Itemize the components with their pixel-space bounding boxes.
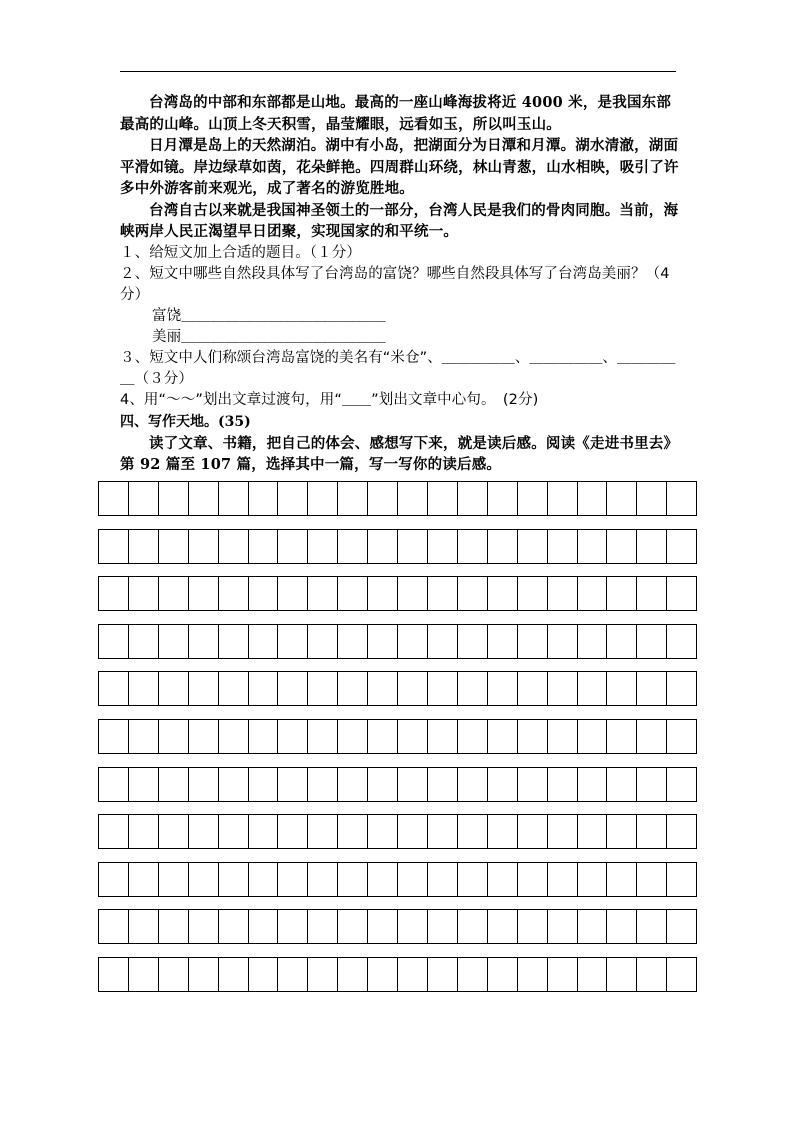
grid-cell[interactable] (578, 625, 608, 658)
grid-cell[interactable] (398, 768, 428, 801)
grid-cell[interactable] (607, 815, 637, 848)
grid-cell[interactable] (518, 768, 548, 801)
grid-cell[interactable] (278, 577, 308, 610)
grid-cell[interactable] (637, 768, 667, 801)
grid-cell[interactable] (189, 530, 219, 563)
grid-cell[interactable] (189, 720, 219, 753)
passage-paragraph-3: 台湾自古以来就是我国神圣领土的一部分，台湾人民是我们的骨肉同胞。当前，海峡两岸人民正渴望早日团聚，实现国家的和平统一。 (120, 201, 679, 240)
grid-cell[interactable] (99, 910, 129, 943)
grid-cell[interactable] (667, 863, 696, 896)
grid-cell[interactable] (99, 815, 129, 848)
grid-cell[interactable] (338, 530, 368, 563)
grid-cell[interactable] (428, 577, 458, 610)
grid-cell[interactable] (99, 530, 129, 563)
grid-cell[interactable] (637, 958, 667, 991)
grid-cell[interactable] (159, 958, 189, 991)
grid-cell[interactable] (637, 815, 667, 848)
grid-cell[interactable] (219, 720, 249, 753)
writing-instruction: 读了文章、书籍，把自己的体会、感想写下来，就是读后感。阅读《走进书里去》第 92 篇至 107 篇，选择其中一篇，写一写你的读后感。 (120, 434, 679, 473)
grid-cell[interactable] (308, 815, 338, 848)
grid-cell[interactable] (548, 910, 578, 943)
grid-cell[interactable] (518, 577, 548, 610)
grid-cell[interactable] (249, 482, 279, 515)
grid-cell[interactable] (219, 482, 249, 515)
grid-cell[interactable] (249, 863, 279, 896)
grid-cell[interactable] (368, 482, 398, 515)
grid-cell[interactable] (189, 863, 219, 896)
grid-cell[interactable] (488, 958, 518, 991)
grid-cell[interactable] (607, 577, 637, 610)
grid-cell[interactable] (607, 910, 637, 943)
grid-cell[interactable] (278, 863, 308, 896)
grid-cell[interactable] (518, 482, 548, 515)
grid-cell[interactable] (159, 910, 189, 943)
grid-cell[interactable] (607, 768, 637, 801)
grid-cell[interactable] (548, 720, 578, 753)
grid-cell[interactable] (398, 958, 428, 991)
question-1: １、给短文加上合适的题目。（１分） (120, 244, 361, 261)
grid-cell[interactable] (637, 863, 667, 896)
grid-cell[interactable] (129, 815, 159, 848)
grid-cell[interactable] (548, 863, 578, 896)
grid-cell[interactable] (607, 720, 637, 753)
grid-cell[interactable] (308, 482, 338, 515)
grid-cell[interactable] (667, 530, 696, 563)
grid-cell[interactable] (578, 958, 608, 991)
grid-cell[interactable] (398, 863, 428, 896)
grid-cell[interactable] (368, 768, 398, 801)
grid-cell[interactable] (637, 910, 667, 943)
grid-cell[interactable] (398, 720, 428, 753)
grid-cell[interactable] (458, 625, 488, 658)
grid-cell[interactable] (607, 625, 637, 658)
grid-cell[interactable] (578, 768, 608, 801)
grid-row (98, 671, 697, 706)
grid-cell[interactable] (518, 958, 548, 991)
grid-cell[interactable] (578, 672, 608, 705)
grid-cell[interactable] (518, 672, 548, 705)
grid-cell[interactable] (129, 530, 159, 563)
grid-cell[interactable] (278, 625, 308, 658)
grid-cell[interactable] (637, 625, 667, 658)
grid-cell[interactable] (518, 530, 548, 563)
grid-cell[interactable] (99, 958, 129, 991)
grid-row (98, 814, 697, 849)
grid-cell[interactable] (189, 577, 219, 610)
grid-cell[interactable] (428, 530, 458, 563)
grid-cell[interactable] (458, 672, 488, 705)
grid-cell[interactable] (667, 768, 696, 801)
grid-cell[interactable] (667, 958, 696, 991)
document-body (120, 92, 680, 476)
grid-cell[interactable] (278, 672, 308, 705)
grid-cell[interactable] (249, 625, 279, 658)
grid-cell[interactable] (667, 482, 696, 515)
grid-cell[interactable] (637, 482, 667, 515)
grid-cell[interactable] (458, 863, 488, 896)
grid-cell[interactable] (249, 910, 279, 943)
grid-cell[interactable] (129, 625, 159, 658)
grid-row (98, 862, 697, 897)
grid-cell[interactable] (159, 815, 189, 848)
grid-cell[interactable] (278, 768, 308, 801)
grid-cell[interactable] (368, 863, 398, 896)
grid-cell[interactable] (607, 863, 637, 896)
grid-cell[interactable] (458, 530, 488, 563)
grid-cell[interactable] (607, 672, 637, 705)
grid-cell[interactable] (488, 768, 518, 801)
grid-cell[interactable] (308, 625, 338, 658)
grid-cell[interactable] (189, 768, 219, 801)
grid-cell[interactable] (368, 958, 398, 991)
grid-cell[interactable] (278, 910, 308, 943)
grid-cell[interactable] (368, 672, 398, 705)
grid-cell[interactable] (308, 720, 338, 753)
grid-cell[interactable] (338, 815, 368, 848)
writing-heading: 四、写作天地。(35) (120, 413, 251, 430)
grid-cell[interactable] (488, 863, 518, 896)
grid-cell[interactable] (338, 720, 368, 753)
question-2-answer-beauty: 美丽＿＿＿＿＿＿＿＿＿＿＿＿＿＿ (152, 328, 386, 345)
grid-cell[interactable] (368, 815, 398, 848)
grid-cell[interactable] (548, 768, 578, 801)
grid-row (98, 576, 697, 611)
question-2-answer-rich: 富饶＿＿＿＿＿＿＿＿＿＿＿＿＿＿ (152, 307, 386, 324)
grid-cell[interactable] (159, 577, 189, 610)
grid-cell[interactable] (488, 672, 518, 705)
grid-cell[interactable] (458, 482, 488, 515)
grid-cell[interactable] (189, 672, 219, 705)
grid-cell[interactable] (458, 910, 488, 943)
grid-row (98, 719, 697, 754)
composition-grid (98, 481, 697, 1005)
grid-cell[interactable] (637, 672, 667, 705)
grid-cell[interactable] (278, 815, 308, 848)
grid-row (98, 624, 697, 659)
grid-cell[interactable] (667, 577, 696, 610)
grid-row (98, 481, 697, 516)
grid-cell[interactable] (338, 625, 368, 658)
grid-cell[interactable] (518, 910, 548, 943)
grid-cell[interactable] (338, 577, 368, 610)
grid-cell[interactable] (428, 625, 458, 658)
grid-row (98, 529, 697, 564)
grid-cell[interactable] (398, 815, 428, 848)
grid-cell[interactable] (548, 958, 578, 991)
grid-cell[interactable] (129, 958, 159, 991)
grid-cell[interactable] (249, 530, 279, 563)
grid-cell[interactable] (548, 625, 578, 658)
grid-cell[interactable] (548, 482, 578, 515)
grid-cell[interactable] (159, 530, 189, 563)
grid-cell[interactable] (518, 815, 548, 848)
grid-cell[interactable] (129, 672, 159, 705)
grid-cell[interactable] (338, 768, 368, 801)
grid-cell[interactable] (488, 910, 518, 943)
header-rule (120, 71, 676, 72)
grid-row (98, 767, 697, 802)
grid-cell[interactable] (99, 577, 129, 610)
grid-cell[interactable] (278, 482, 308, 515)
grid-cell[interactable] (219, 958, 249, 991)
grid-cell[interactable] (338, 482, 368, 515)
grid-cell[interactable] (667, 625, 696, 658)
grid-cell[interactable] (308, 958, 338, 991)
grid-cell[interactable] (99, 863, 129, 896)
grid-cell[interactable] (578, 482, 608, 515)
grid-cell[interactable] (129, 577, 159, 610)
grid-cell[interactable] (548, 672, 578, 705)
question-3: ３、短文中人们称颂台湾岛富饶的美名有“米仓”、＿＿＿＿＿、＿＿＿＿＿、＿＿＿＿＿（３分） (120, 349, 676, 387)
grid-cell[interactable] (667, 672, 696, 705)
grid-cell[interactable] (398, 482, 428, 515)
grid-cell[interactable] (398, 672, 428, 705)
grid-cell[interactable] (219, 625, 249, 658)
grid-cell[interactable] (189, 482, 219, 515)
grid-cell[interactable] (338, 863, 368, 896)
grid-cell[interactable] (278, 720, 308, 753)
grid-cell[interactable] (189, 958, 219, 991)
grid-cell[interactable] (308, 530, 338, 563)
grid-cell[interactable] (428, 863, 458, 896)
question-2: ２、短文中哪些自然段具体写了台湾岛的富饶？哪些自然段具体写了台湾岛美丽？（4分） (120, 265, 670, 303)
grid-cell[interactable] (219, 910, 249, 943)
grid-cell[interactable] (129, 482, 159, 515)
grid-cell[interactable] (458, 720, 488, 753)
grid-cell[interactable] (428, 958, 458, 991)
grid-cell[interactable] (308, 768, 338, 801)
grid-cell[interactable] (488, 482, 518, 515)
grid-row (98, 957, 697, 992)
grid-cell[interactable] (428, 672, 458, 705)
grid-cell[interactable] (249, 815, 279, 848)
grid-cell[interactable] (398, 910, 428, 943)
grid-cell[interactable] (368, 625, 398, 658)
grid-cell[interactable] (189, 625, 219, 658)
question-4: 4、用“～～”划出文章过渡句，用“＿＿”划出文章中心句。 (2分) (120, 391, 539, 408)
grid-cell[interactable] (308, 910, 338, 943)
grid-cell[interactable] (338, 672, 368, 705)
grid-cell[interactable] (278, 958, 308, 991)
grid-cell[interactable] (548, 815, 578, 848)
grid-cell[interactable] (488, 577, 518, 610)
grid-cell[interactable] (398, 577, 428, 610)
grid-cell[interactable] (458, 815, 488, 848)
grid-cell[interactable] (219, 577, 249, 610)
grid-cell[interactable] (159, 720, 189, 753)
grid-cell[interactable] (518, 625, 548, 658)
grid-cell[interactable] (488, 720, 518, 753)
grid-cell[interactable] (368, 720, 398, 753)
grid-cell[interactable] (368, 910, 398, 943)
grid-cell[interactable] (458, 768, 488, 801)
grid-row (98, 909, 697, 944)
grid-cell[interactable] (129, 768, 159, 801)
grid-cell[interactable] (458, 958, 488, 991)
grid-cell[interactable] (428, 720, 458, 753)
grid-cell[interactable] (249, 768, 279, 801)
grid-cell[interactable] (249, 577, 279, 610)
grid-cell[interactable] (338, 958, 368, 991)
grid-cell[interactable] (249, 672, 279, 705)
grid-cell[interactable] (99, 482, 129, 515)
grid-cell[interactable] (607, 958, 637, 991)
grid-cell[interactable] (637, 720, 667, 753)
grid-cell[interactable] (488, 815, 518, 848)
grid-cell[interactable] (99, 625, 129, 658)
grid-cell[interactable] (189, 910, 219, 943)
grid-cell[interactable] (518, 863, 548, 896)
grid-cell[interactable] (637, 530, 667, 563)
grid-cell[interactable] (308, 672, 338, 705)
grid-cell[interactable] (159, 672, 189, 705)
grid-cell[interactable] (607, 530, 637, 563)
grid-cell[interactable] (428, 910, 458, 943)
grid-cell[interactable] (219, 672, 249, 705)
grid-cell[interactable] (578, 530, 608, 563)
grid-cell[interactable] (159, 625, 189, 658)
grid-cell[interactable] (428, 815, 458, 848)
grid-cell[interactable] (428, 768, 458, 801)
grid-cell[interactable] (99, 672, 129, 705)
grid-cell[interactable] (219, 815, 249, 848)
grid-cell[interactable] (398, 530, 428, 563)
grid-cell[interactable] (308, 863, 338, 896)
grid-cell[interactable] (219, 530, 249, 563)
grid-cell[interactable] (488, 530, 518, 563)
grid-cell[interactable] (219, 768, 249, 801)
grid-cell[interactable] (159, 863, 189, 896)
grid-cell[interactable] (249, 958, 279, 991)
grid-cell[interactable] (428, 482, 458, 515)
grid-cell[interactable] (578, 815, 608, 848)
grid-cell[interactable] (458, 577, 488, 610)
grid-cell[interactable] (129, 910, 159, 943)
passage-paragraph-2: 日月潭是岛上的天然湖泊。湖中有小岛，把湖面分为日潭和月潭。湖水清澈，湖面平滑如镜。岸边绿草如茵，花朵鲜艳。四周群山环绕，林山青葱，山水相映，吸引了许多中外游客前来观光，成了著名的游览胜地。 (120, 137, 679, 197)
grid-cell[interactable] (667, 720, 696, 753)
grid-cell[interactable] (368, 530, 398, 563)
grid-cell[interactable] (189, 815, 219, 848)
grid-cell[interactable] (607, 482, 637, 515)
grid-cell[interactable] (338, 910, 368, 943)
grid-cell[interactable] (398, 625, 428, 658)
passage-paragraph-1: 台湾岛的中部和东部都是山地。最高的一座山峰海拔将近 4000 米，是我国东部最高的山峰。山顶上冬天积雪，晶莹耀眼，远看如玉，所以叫玉山。 (120, 94, 672, 133)
grid-cell[interactable] (99, 720, 129, 753)
grid-cell[interactable] (159, 482, 189, 515)
grid-cell[interactable] (368, 577, 398, 610)
grid-cell[interactable] (578, 910, 608, 943)
grid-cell[interactable] (667, 815, 696, 848)
grid-cell[interactable] (548, 577, 578, 610)
grid-cell[interactable] (667, 910, 696, 943)
grid-cell[interactable] (548, 530, 578, 563)
grid-cell[interactable] (278, 530, 308, 563)
grid-cell[interactable] (159, 768, 189, 801)
grid-cell[interactable] (578, 863, 608, 896)
grid-cell[interactable] (518, 720, 548, 753)
grid-cell[interactable] (637, 577, 667, 610)
grid-cell[interactable] (249, 720, 279, 753)
grid-cell[interactable] (308, 577, 338, 610)
grid-cell[interactable] (578, 720, 608, 753)
grid-cell[interactable] (488, 625, 518, 658)
grid-cell[interactable] (99, 768, 129, 801)
grid-cell[interactable] (129, 720, 159, 753)
grid-cell[interactable] (219, 863, 249, 896)
grid-cell[interactable] (578, 577, 608, 610)
grid-cell[interactable] (129, 863, 159, 896)
